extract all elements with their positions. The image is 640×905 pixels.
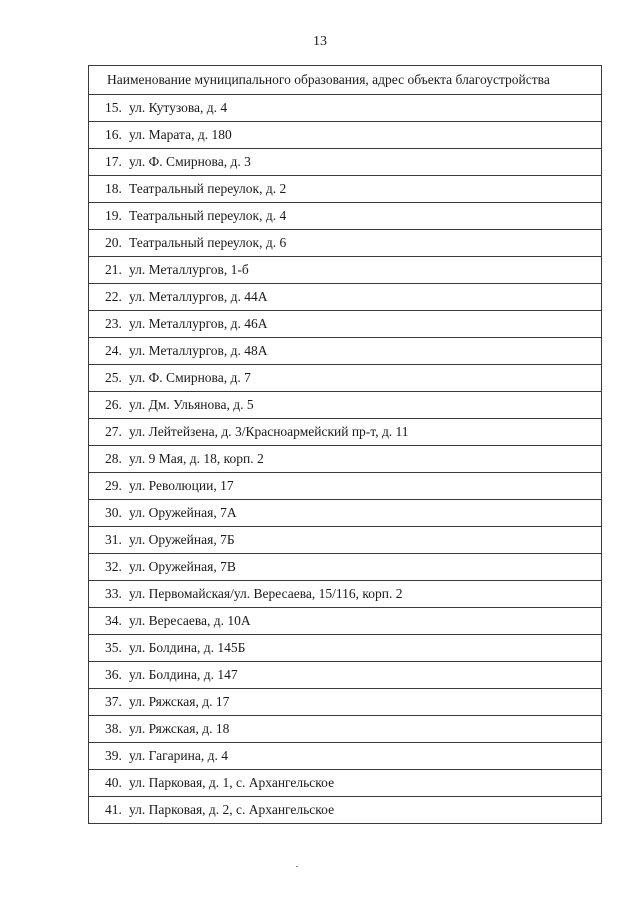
table-row (89, 176, 602, 203)
table-row (89, 149, 602, 176)
address-cell (89, 689, 602, 716)
table-row (89, 770, 602, 797)
address-cell (89, 95, 602, 122)
address-text: ул. Марата, д. 180 (129, 127, 232, 142)
row-number: 22. (105, 289, 122, 304)
address-cell (89, 338, 602, 365)
row-number: 28. (105, 451, 122, 466)
table-row (89, 203, 602, 230)
address-text: ул. Металлургов, д. 48А (129, 343, 268, 358)
table-body (89, 95, 602, 824)
address-text: ул. Лейтейзена, д. 3/Красноармейский пр-т, д. 11 (129, 424, 409, 439)
address-cell (89, 581, 602, 608)
address-cell (89, 419, 602, 446)
table-row (89, 311, 602, 338)
table-row (89, 392, 602, 419)
row-number: 26. (105, 397, 122, 412)
address-text: ул. Оружейная, 7В (129, 559, 236, 574)
column-header-address: Наименование муниципального образования, адрес объекта благоустройства (89, 66, 602, 95)
row-number: 23. (105, 316, 122, 331)
table-row (89, 689, 602, 716)
address-cell (89, 500, 602, 527)
row-number: 39. (105, 748, 122, 763)
address-cell (89, 797, 602, 824)
address-cell (89, 662, 602, 689)
address-text: ул. Металлургов, 1-б (129, 262, 249, 277)
row-number: 35. (105, 640, 122, 655)
address-cell (89, 608, 602, 635)
address-cell (89, 446, 602, 473)
table-row (89, 338, 602, 365)
row-number: 37. (105, 694, 122, 709)
address-text: ул. Первомайская/ул. Вересаева, 15/116, корп. 2 (129, 586, 403, 601)
address-cell (89, 635, 602, 662)
address-cell (89, 716, 602, 743)
table-row (89, 284, 602, 311)
address-text: ул. Ф. Смирнова, д. 7 (129, 370, 251, 385)
address-text: ул. Кутузова, д. 4 (129, 100, 228, 115)
page-number: 13 (313, 34, 327, 49)
address-cell (89, 392, 602, 419)
address-cell (89, 311, 602, 338)
address-text: ул. Металлургов, д. 46А (129, 316, 268, 331)
address-text: ул. Парковая, д. 2, с. Архангельское (129, 802, 335, 817)
row-number: 29. (105, 478, 122, 493)
address-text: ул. Ряжская, д. 17 (129, 694, 230, 709)
address-cell (89, 365, 602, 392)
table-row (89, 365, 602, 392)
row-number: 18. (105, 181, 122, 196)
row-number: 31. (105, 532, 122, 547)
row-number: 30. (105, 505, 122, 520)
table-row (89, 608, 602, 635)
row-number: 21. (105, 262, 122, 277)
address-text: ул. Вересаева, д. 10А (129, 613, 251, 628)
table-header (89, 66, 602, 95)
row-number: 32. (105, 559, 122, 574)
address-cell (89, 743, 602, 770)
address-text: ул. Болдина, д. 147 (129, 667, 238, 682)
address-text: ул. 9 Мая, д. 18, корп. 2 (129, 451, 264, 466)
address-cell (89, 230, 602, 257)
table-row (89, 446, 602, 473)
row-number: 41. (105, 802, 122, 817)
address-cell (89, 473, 602, 500)
row-number: 40. (105, 775, 122, 790)
address-cell (89, 257, 602, 284)
address-text: ул. Ряжская, д. 18 (129, 721, 230, 736)
address-text: Театральный переулок, д. 6 (129, 235, 287, 250)
row-number: 15. (105, 100, 122, 115)
row-number: 24. (105, 343, 122, 358)
address-cell (89, 770, 602, 797)
address-text: Театральный переулок, д. 4 (129, 208, 287, 223)
address-text: ул. Оружейная, 7Б (129, 532, 235, 547)
address-cell (89, 122, 602, 149)
address-text: ул. Ф. Смирнова, д. 3 (129, 154, 251, 169)
row-number: 27. (105, 424, 122, 439)
address-text: ул. Металлургов, д. 44А (129, 289, 268, 304)
address-table (88, 65, 602, 824)
table-row (89, 473, 602, 500)
row-number: 16. (105, 127, 122, 142)
row-number: 20. (105, 235, 122, 250)
address-text: ул. Дм. Ульянова, д. 5 (129, 397, 254, 412)
address-text: Театральный переулок, д. 2 (129, 181, 287, 196)
table-row (89, 662, 602, 689)
table-row (89, 554, 602, 581)
address-text: ул. Болдина, д. 145Б (129, 640, 246, 655)
header-row (89, 66, 602, 95)
table-row (89, 716, 602, 743)
row-number: 34. (105, 613, 122, 628)
address-text: ул. Гагарина, д. 4 (129, 748, 228, 763)
row-number: 17. (105, 154, 122, 169)
row-number: 38. (105, 721, 122, 736)
address-cell (89, 284, 602, 311)
table-row (89, 635, 602, 662)
address-text: ул. Революции, 17 (129, 478, 234, 493)
table-row (89, 500, 602, 527)
table-row (89, 230, 602, 257)
address-text: ул. Парковая, д. 1, с. Архангельское (129, 775, 335, 790)
row-number: 19. (105, 208, 122, 223)
row-number: 25. (105, 370, 122, 385)
table-row (89, 122, 602, 149)
address-cell (89, 203, 602, 230)
table-row (89, 419, 602, 446)
address-cell (89, 149, 602, 176)
row-number: 36. (105, 667, 122, 682)
row-number: 33. (105, 586, 122, 601)
table-row (89, 797, 602, 824)
table-row (89, 95, 602, 122)
table-row (89, 743, 602, 770)
scan-speck (296, 866, 298, 867)
table-row (89, 257, 602, 284)
address-text: ул. Оружейная, 7А (129, 505, 237, 520)
address-cell (89, 176, 602, 203)
table-row (89, 581, 602, 608)
address-cell (89, 554, 602, 581)
address-cell (89, 527, 602, 554)
table-row (89, 527, 602, 554)
